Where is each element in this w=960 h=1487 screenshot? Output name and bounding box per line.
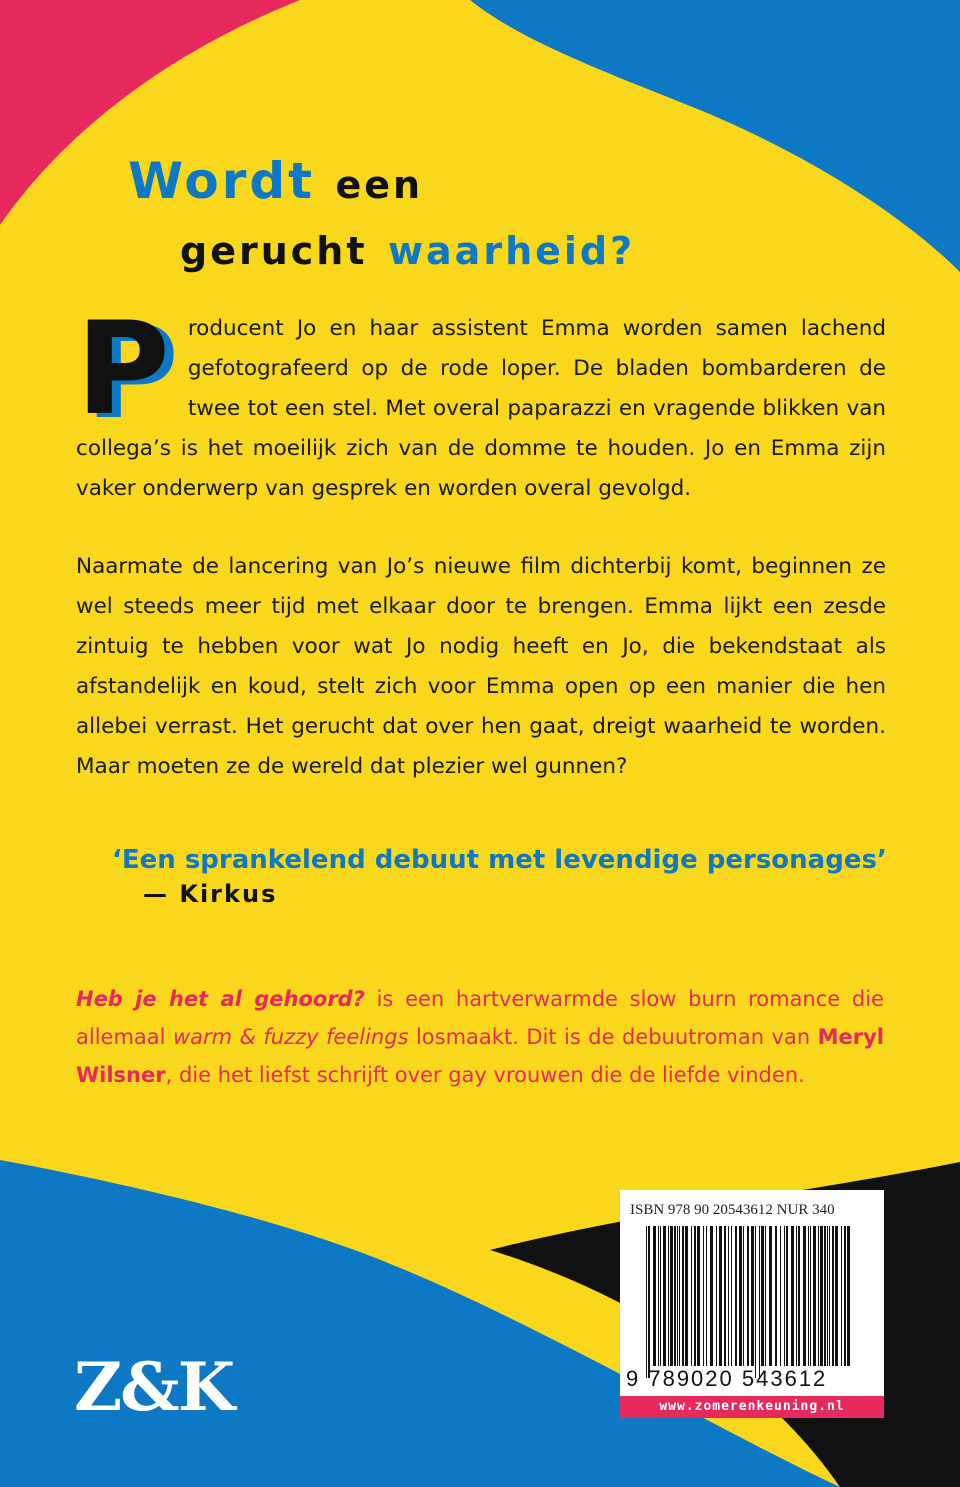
- review-quote: ‘Een sprankelend debuut met levendige personages’: [112, 845, 887, 875]
- blurb-text-2: losmaakt. Dit is de debuutroman van: [408, 1025, 818, 1049]
- blurb-text-3: , die het liefst schrijft over gay vrouwen die de liefde vinden.: [165, 1063, 805, 1087]
- barcode-bars: [644, 1226, 856, 1378]
- synopsis-paragraph-2: Naarmate de lancering van Jo’s nieuwe film dichterbij komt, beginnen ze wel steeds meer tijd met elkaar door te brengen. Emma lijkt een zesde zintuig te hebben voor wat Jo nodig heeft en Jo, die bekendstaat als afstandelijk en koud, stelt zich voor Emma open op een manier die hen allebei verrast. Het gerucht dat over hen gaat, dreigt waarheid te worden. Maar moeten ze de wereld dat plezier wel gunnen?: [76, 554, 886, 779]
- barcode-bar: [706, 1226, 707, 1366]
- barcode-bar: [663, 1226, 666, 1366]
- blurb-book-title: Heb je het al gehoord?: [76, 987, 365, 1011]
- barcode-bar: [735, 1226, 737, 1366]
- barcode-bar: [765, 1226, 766, 1366]
- barcode-bar: [780, 1226, 781, 1366]
- barcode-bar: [810, 1226, 811, 1366]
- headline-word-wordt: Wordt: [128, 152, 316, 210]
- headline-word-een: een: [335, 163, 424, 207]
- headline-word-waarheid: waarheid?: [387, 229, 636, 273]
- barcode-bar: [835, 1226, 838, 1366]
- barcode-bar: [703, 1226, 704, 1366]
- barcode-bar: [653, 1226, 656, 1366]
- barcode-bar: [784, 1226, 785, 1366]
- review-attribution: — Kirkus: [143, 880, 278, 908]
- synopsis-paragraph-1: [76, 295, 886, 509]
- barcode-bar: [697, 1226, 700, 1366]
- barcode-bar: [728, 1226, 729, 1366]
- barcode-bar: [847, 1226, 850, 1366]
- barcode-bar: [691, 1226, 692, 1366]
- barcode-bar: [724, 1226, 726, 1366]
- barcode-bar: [710, 1226, 713, 1366]
- headline: [128, 150, 635, 282]
- headline-word-gerucht: gerucht: [180, 229, 368, 273]
- barcode-bar: [832, 1226, 834, 1366]
- barcode-bar: [668, 1226, 669, 1366]
- barcode-number: 9 789020 543612: [626, 1366, 828, 1391]
- barcode-bar: [755, 1226, 756, 1378]
- barcode-bar: [694, 1226, 696, 1366]
- barcode-bar: [808, 1226, 809, 1366]
- barcode-bar: [660, 1226, 661, 1366]
- publisher-logo: Z&K: [74, 1348, 234, 1426]
- barcode-box: [620, 1190, 884, 1418]
- barcode-bar: [674, 1226, 676, 1366]
- barcode-bar: [818, 1226, 819, 1366]
- barcode-bar: [798, 1226, 800, 1366]
- barcode-bar: [827, 1226, 828, 1366]
- synopsis-paragraph-1-text: roducent Jo en haar assistent Emma worden samen lachend gefotografeerd op de rode loper. De bladen bombarderen de twee tot een stel. Met overal paparazzi en vragende blikken van collega’s is het moeilijk zich van de domme te houden. Jo en Emma zijn vaker onderwerp van gesprek en worden overal gevolgd.: [76, 316, 886, 501]
- book-blurb: [76, 980, 884, 1094]
- blurb-author-name: Meryl Wilsner: [76, 1025, 884, 1087]
- barcode-bar: [791, 1226, 794, 1366]
- barcode-bar: [747, 1226, 749, 1366]
- barcode-bar: [824, 1226, 826, 1366]
- barcode-bar: [646, 1226, 647, 1378]
- barcode-bar: [685, 1226, 688, 1366]
- barcode-bar: [682, 1226, 684, 1366]
- barcode-bar: [786, 1226, 788, 1366]
- barcode-bar: [844, 1226, 846, 1366]
- barcode-bar: [719, 1226, 722, 1366]
- barcode-bar: [775, 1226, 777, 1366]
- barcode-bar: [796, 1226, 797, 1366]
- barcode-bar: [743, 1226, 744, 1366]
- barcode-bar: [769, 1226, 772, 1366]
- publisher-website: www.zomerenkeuning.nl: [620, 1396, 884, 1418]
- barcode-bar: [759, 1226, 760, 1378]
- barcode-bar: [716, 1226, 717, 1366]
- barcode-bar: [751, 1226, 754, 1366]
- barcode-bar: [658, 1226, 659, 1366]
- blurb-italic-phrase: warm & fuzzy feelings: [172, 1025, 409, 1049]
- barcode-bar: [670, 1226, 673, 1366]
- barcode-bar: [803, 1226, 806, 1366]
- barcode-bar: [841, 1226, 842, 1366]
- barcode-bar: [648, 1226, 650, 1378]
- barcode-bar: [761, 1226, 764, 1366]
- barcode-bar: [739, 1226, 742, 1366]
- barcode-bar: [679, 1226, 680, 1366]
- barcode-bar: [677, 1226, 678, 1366]
- barcode-bar: [813, 1226, 816, 1366]
- blurb-text-1: is een hartverwarmde slow burn romance die allemaal: [76, 987, 884, 1049]
- barcode-bar: [820, 1226, 823, 1366]
- barcode-bar: [829, 1226, 830, 1366]
- drop-cap: P: [76, 295, 170, 444]
- barcode-bar: [731, 1226, 732, 1366]
- isbn-line: ISBN 978 90 20543612 NUR 340: [630, 1202, 835, 1218]
